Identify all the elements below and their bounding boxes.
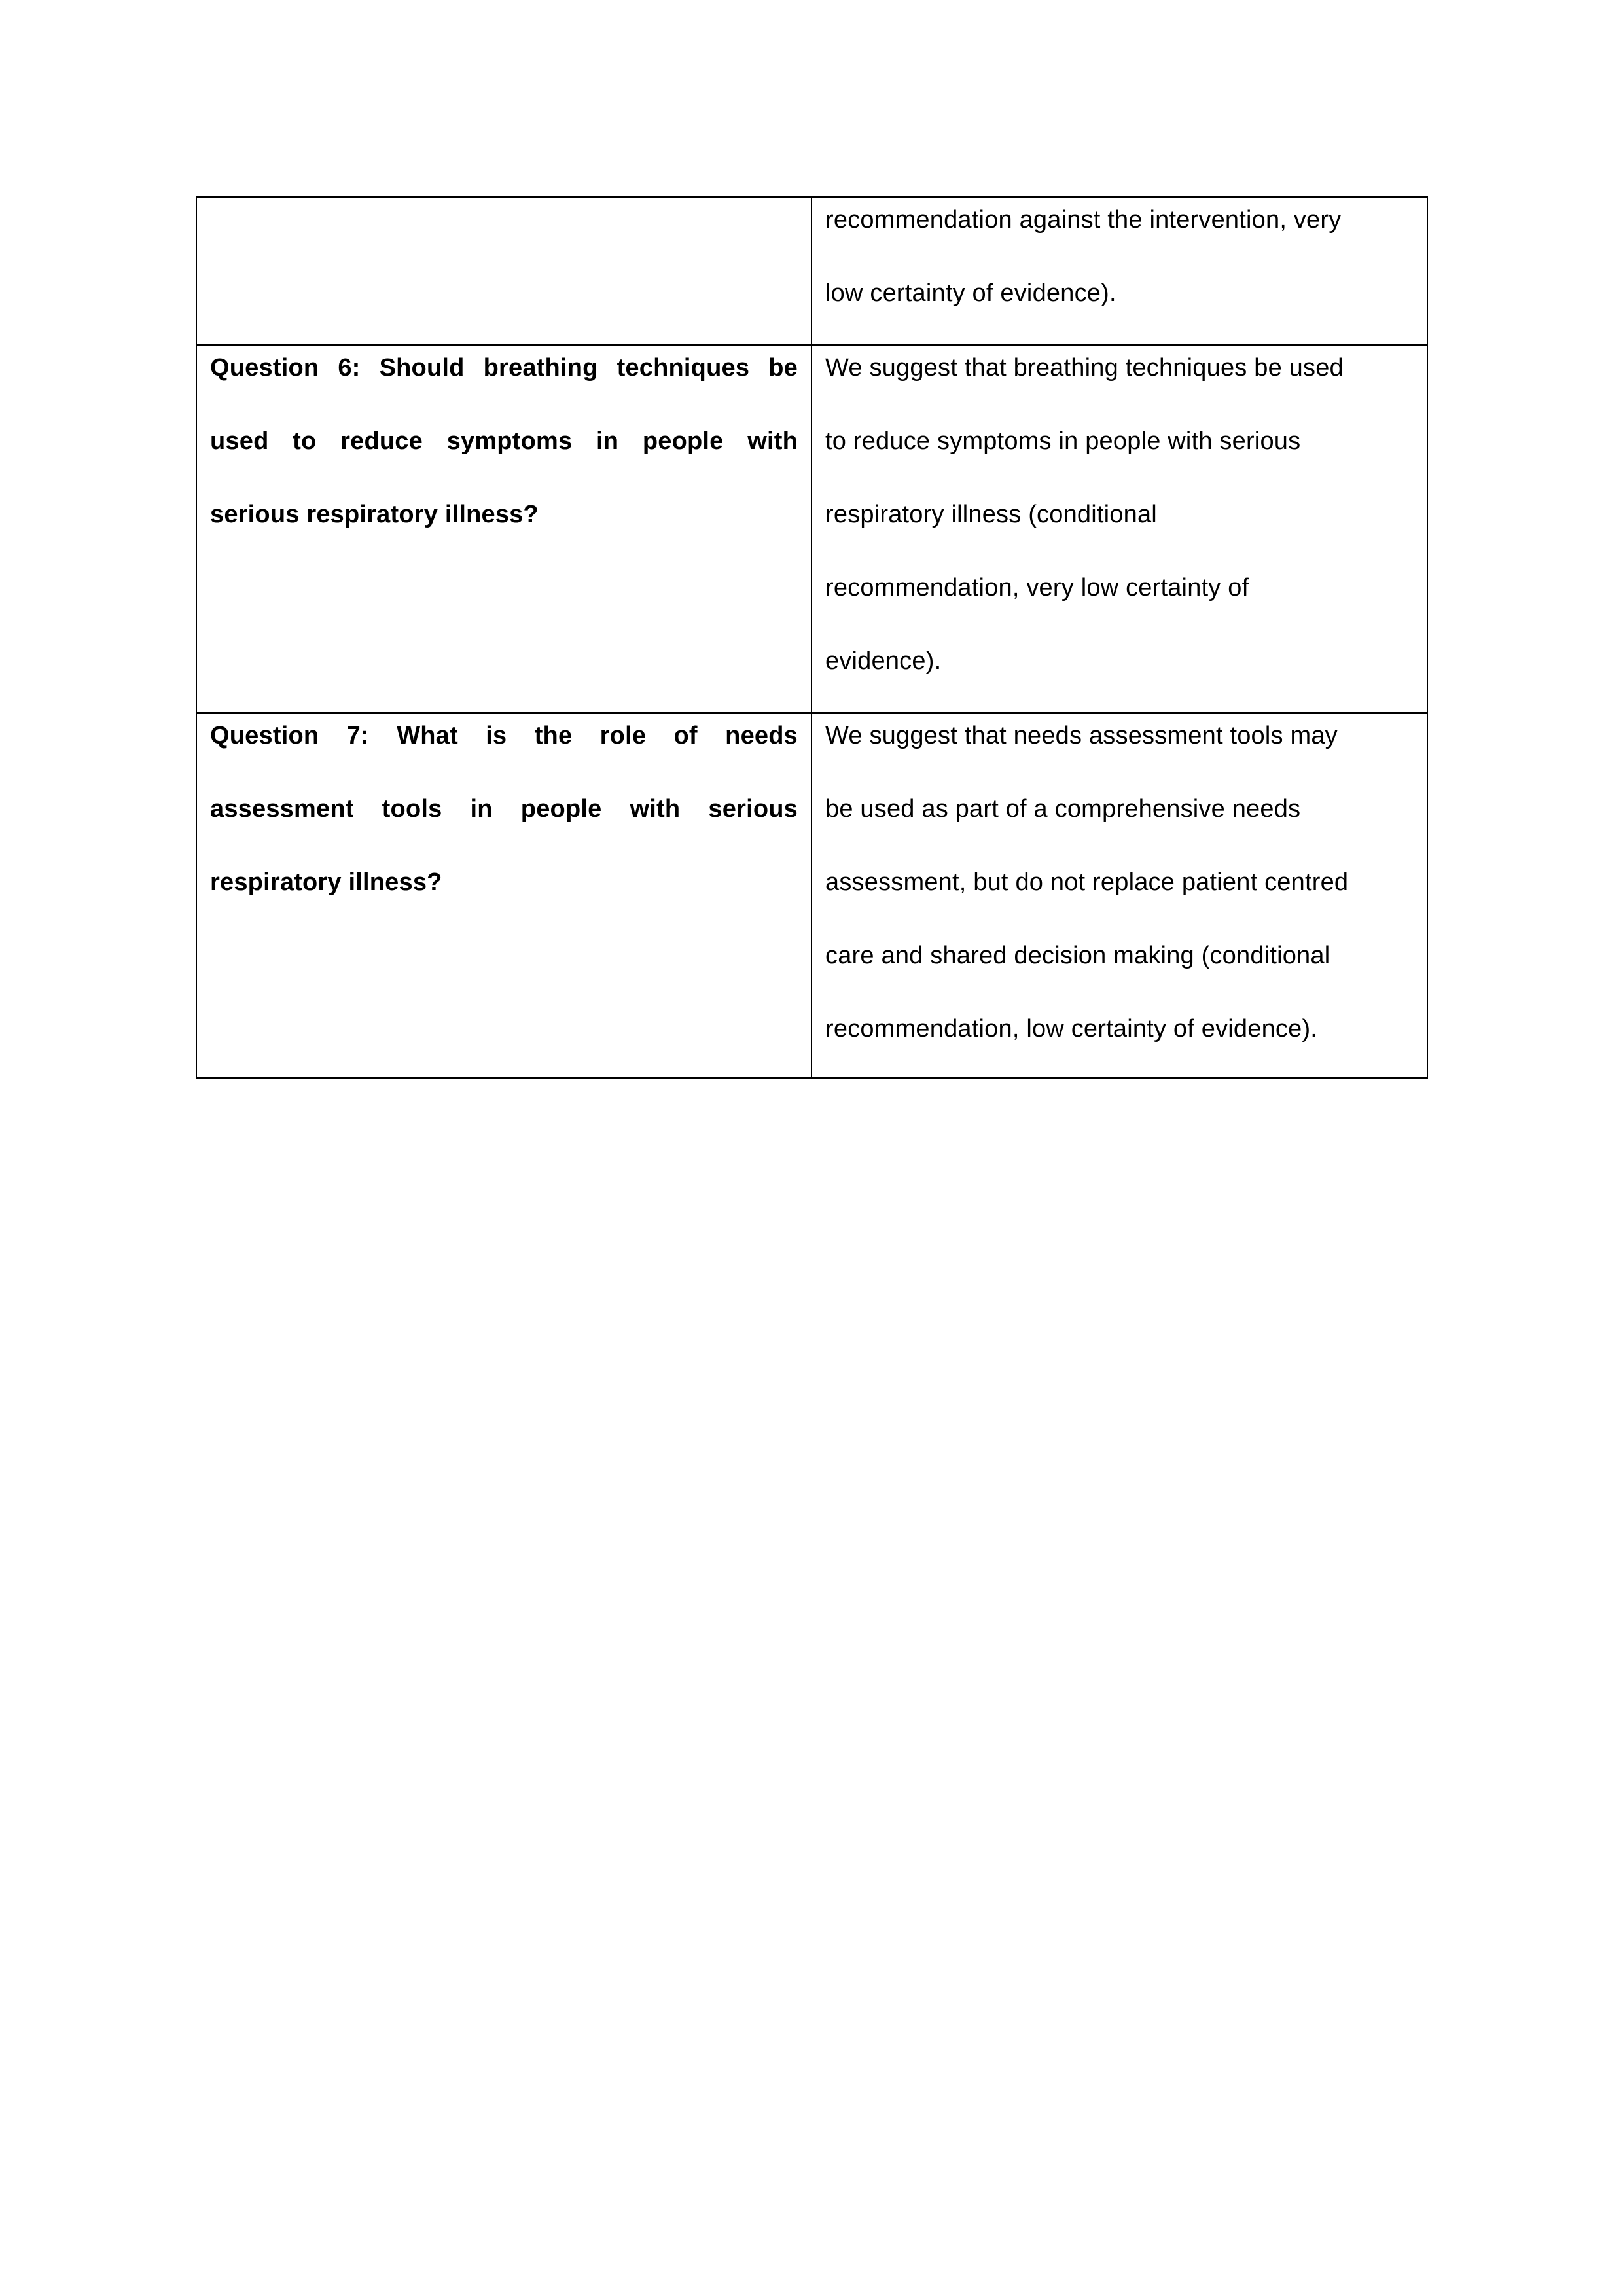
text-line: We suggest that needs assessment tools may bbox=[825, 722, 1338, 749]
text-line: assessment tools in people with serious bbox=[210, 795, 798, 823]
recommendation-cell bbox=[812, 346, 1427, 712]
text-line: respiratory illness? bbox=[210, 869, 442, 896]
text-line: evidence). bbox=[825, 647, 942, 675]
text-line: Question 6: Should breathing techniques be bbox=[210, 354, 798, 382]
text-line: respiratory illness (conditional bbox=[825, 501, 1157, 528]
table-row bbox=[197, 346, 1427, 714]
text-line: recommendation, very low certainty of bbox=[825, 574, 1249, 601]
question-cell bbox=[197, 346, 812, 712]
question-cell bbox=[197, 198, 812, 344]
recommendations-table bbox=[196, 196, 1428, 1079]
text-line: be used as part of a comprehensive needs bbox=[825, 795, 1301, 823]
text-line: serious respiratory illness? bbox=[210, 501, 539, 528]
recommendation-cell bbox=[812, 198, 1427, 344]
text-line: We suggest that breathing techniques be used bbox=[825, 354, 1344, 382]
text-line: to reduce symptoms in people with serious bbox=[825, 427, 1301, 455]
text-line: used to reduce symptoms in people with bbox=[210, 427, 798, 455]
text-line: recommendation against the intervention, very bbox=[825, 206, 1342, 234]
table-row bbox=[197, 198, 1427, 346]
text-line: assessment, but do not replace patient centred bbox=[825, 869, 1349, 896]
question-cell bbox=[197, 714, 812, 1077]
text-line: Question 7: What is the role of needs bbox=[210, 722, 798, 749]
table-row bbox=[197, 714, 1427, 1077]
recommendation-cell bbox=[812, 714, 1427, 1077]
text-line: low certainty of evidence). bbox=[825, 279, 1116, 307]
text-line: care and shared decision making (conditional bbox=[825, 942, 1330, 969]
text-line: recommendation, low certainty of evidence). bbox=[825, 1015, 1318, 1043]
